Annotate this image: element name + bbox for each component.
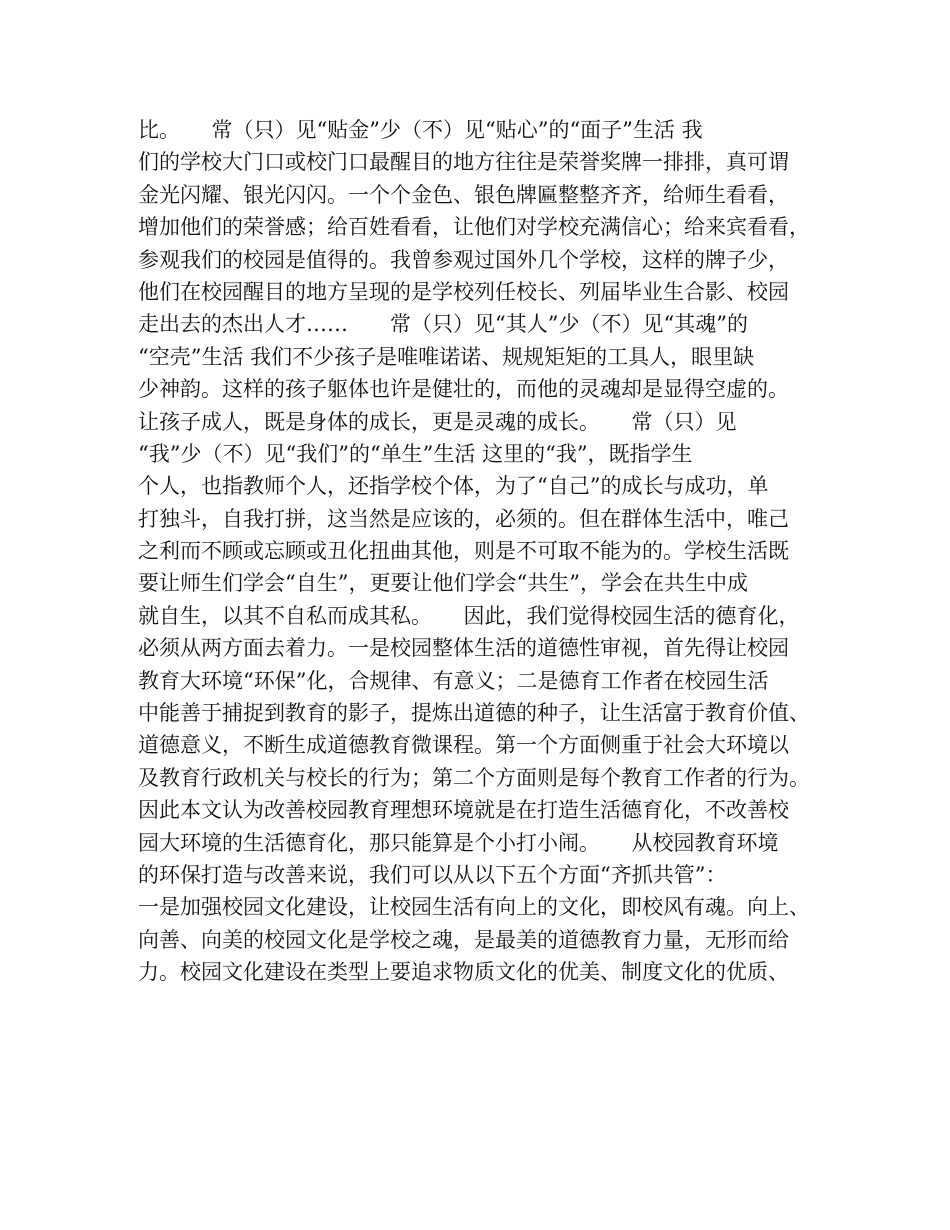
text-line: 教育大环境“环保”化，合规律、有意义；二是德育工作者在校园生活 [138,668,769,693]
text-line: 他们在校园醒目的地方呈现的是学校列任校长、列届毕业生合影、校园 [138,279,789,304]
text-line: “空壳”生活 我们不少孩子是唯唯诺诺、规规矩矩的工具人，眼里缺 [138,344,755,369]
text-line: 及教育行政机关与校长的行为；第二个方面则是每个教育工作者的行为。 [138,765,810,790]
text-line: 必须从两方面去着力。一是校园整体生活的道德性审视，首先得让校园 [138,636,789,661]
text-line: 打独斗，自我打拼，这当然是应该的，必须的。但在群体生活中，唯己 [138,506,789,531]
text-line: 参观我们的校园是值得的。我曾参观过国外几个学校，这样的牌子少， [138,247,789,272]
text-line: 个人，也指教师个人，还指学校个体，为了“自己”的成长与成功，单 [138,474,769,499]
text-line: 就自生，以其不自私而成其私。 因此，我们觉得校园生活的德育化， [138,603,800,628]
text-line: 园大环境的生活德育化，那只能算是个小打小闹。 从校园教育环境 [138,830,779,855]
text-line: 之利而不顾或忘顾或丑化扭曲其他，则是不可取不能为的。学校生活既 [138,539,789,564]
text-line: 比。 常（只）见“贴金”少（不）见“贴心”的“面子”生活 我 [138,118,703,142]
body-text [138,114,838,989]
text-line: 金光闪耀、银光闪闪。一个个金色、银色牌匾整整齐齐，给师生看看， [138,182,789,207]
text-line: 向善、向美的校园文化是学校之魂，是最美的道德教育力量，无形而给 [138,927,789,952]
text-line: 力。校园文化建设在类型上要追求物质文化的优美、制度文化的优质、 [138,960,789,985]
text-line: “我”少（不）见“我们”的“单生”生活 这里的“我”，既指学生 [138,441,693,466]
text-line: 少神韵。这样的孩子躯体也许是健壮的，而他的灵魂却是显得空虚的。 [138,377,789,402]
text-line: 让孩子成人，既是身体的成长，更是灵魂的成长。 常（只）见 [138,409,737,434]
text-line: 因此本文认为改善校园教育理想环境就是在打造生活德育化，不改善校 [138,798,789,823]
text-line: 走出去的杰出人才…… 常（只）见“其人”少（不）见“其魂”的 [138,312,748,337]
text-line: 的环保打造与改善来说，我们可以从以下五个方面“齐抓共管”： [138,862,727,887]
text-line: 增加他们的荣誉感；给百姓看看，让他们对学校充满信心；给来宾看看， [138,215,810,240]
text-line: 一是加强校园文化建设，让校园生活有向上的文化，即校风有魂。向上、 [138,895,810,920]
text-line: 中能善于捕捉到教育的影子，提炼出道德的种子，让生活富于教育价值、 [138,701,810,726]
text-line: 们的学校大门口或校门口最醒目的地方往往是荣誉奖牌一排排，真可谓 [138,150,789,175]
text-line: 道德意义，不断生成道德教育微课程。第一个方面侧重于社会大环境以 [138,733,789,758]
text-line: 要让师生们学会“自生”，更要让他们学会“共生”，学会在共生中成 [138,571,748,596]
